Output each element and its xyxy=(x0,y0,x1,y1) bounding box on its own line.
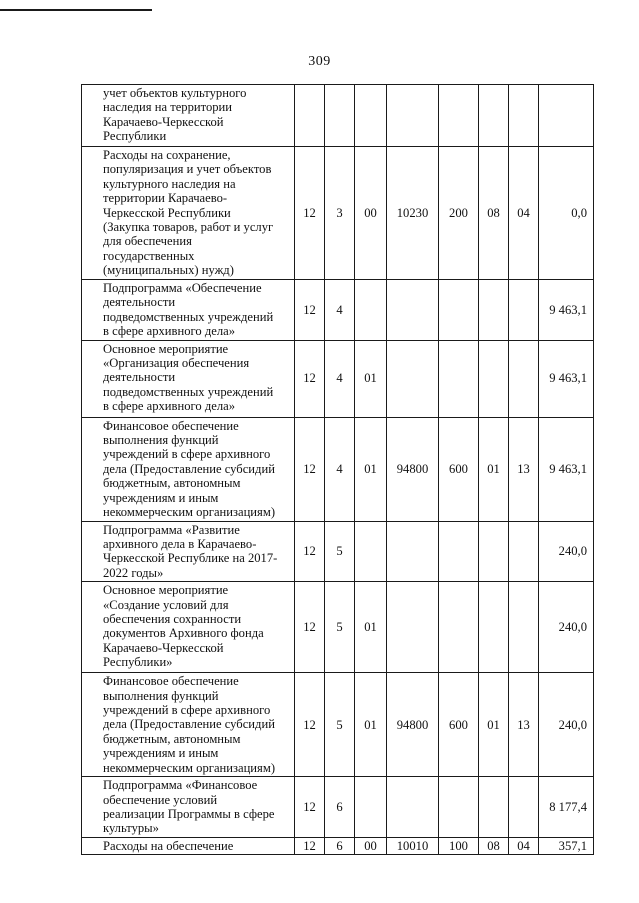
cell-subsection xyxy=(509,777,539,838)
cell-subsection xyxy=(509,280,539,341)
row-description: Основное мероприятие «Организация обеспечения деятельности подведомственных учреждений в сфере архивного дела» xyxy=(82,340,295,417)
budget-table xyxy=(81,84,594,855)
cell-measure xyxy=(355,521,387,582)
cell-program: 12 xyxy=(295,837,325,854)
cell-section: 08 xyxy=(479,147,509,280)
cell-amount: 240,0 xyxy=(539,582,594,673)
cell-amount: 240,0 xyxy=(539,673,594,777)
cell-expense-type xyxy=(439,280,479,341)
cell-subsection: 04 xyxy=(509,147,539,280)
cell-program: 12 xyxy=(295,521,325,582)
cell-amount: 9 463,1 xyxy=(539,340,594,417)
cell-expense-type xyxy=(439,777,479,838)
cell-subsection xyxy=(509,582,539,673)
cell-expense-type: 100 xyxy=(439,837,479,854)
cell-expense-type xyxy=(439,85,479,147)
cell-program: 12 xyxy=(295,582,325,673)
table-row xyxy=(82,777,594,838)
cell-amount: 9 463,1 xyxy=(539,280,594,341)
table-row xyxy=(82,582,594,673)
cell-program: 12 xyxy=(295,280,325,341)
cell-subprogram: 6 xyxy=(325,777,355,838)
cell-section: 01 xyxy=(479,673,509,777)
cell-subsection xyxy=(509,340,539,417)
cell-expense-code xyxy=(387,582,439,673)
cell-amount: 8 177,4 xyxy=(539,777,594,838)
cell-expense-code xyxy=(387,521,439,582)
cell-expense-code: 10230 xyxy=(387,147,439,280)
cell-expense-code: 94800 xyxy=(387,417,439,521)
row-description: Расходы на сохранение, популяризация и учет объектов культурного наследия на территории Карачаево- Черкесской Республики (Закупка товаров, работ и услуг для обеспечения государственных (муниципальных) нужд) xyxy=(82,147,295,280)
row-description: Расходы на обеспечение xyxy=(82,837,295,854)
row-description: Финансовое обеспечение выполнения функций учреждений в сфере архивного дела (Предоставление субсидий бюджетным, автономным учреждениям и иным некоммерческим организациям) xyxy=(82,417,295,521)
table-row xyxy=(82,417,594,521)
cell-amount: 357,1 xyxy=(539,837,594,854)
cell-expense-type: 600 xyxy=(439,417,479,521)
cell-section xyxy=(479,280,509,341)
cell-measure: 01 xyxy=(355,340,387,417)
cell-subprogram: 4 xyxy=(325,280,355,341)
cell-subprogram xyxy=(325,85,355,147)
cell-expense-type: 200 xyxy=(439,147,479,280)
row-description: Подпрограмма «Развитие архивного дела в Карачаево- Черкесской Республике на 2017- 2022 годы» xyxy=(82,521,295,582)
cell-subsection xyxy=(509,521,539,582)
cell-program: 12 xyxy=(295,417,325,521)
cell-measure xyxy=(355,777,387,838)
cell-program: 12 xyxy=(295,777,325,838)
cell-subprogram: 5 xyxy=(325,582,355,673)
cell-subsection: 13 xyxy=(509,673,539,777)
cell-expense-type xyxy=(439,582,479,673)
cell-expense-code: 10010 xyxy=(387,837,439,854)
cell-measure: 01 xyxy=(355,673,387,777)
cell-section xyxy=(479,582,509,673)
cell-expense-code xyxy=(387,777,439,838)
cell-measure xyxy=(355,280,387,341)
cell-subprogram: 4 xyxy=(325,417,355,521)
cell-section xyxy=(479,340,509,417)
cell-measure xyxy=(355,85,387,147)
cell-section: 08 xyxy=(479,837,509,854)
cell-subprogram: 3 xyxy=(325,147,355,280)
table-row xyxy=(82,837,594,854)
cell-program: 12 xyxy=(295,340,325,417)
cell-subsection: 04 xyxy=(509,837,539,854)
row-description: Финансовое обеспечение выполнения функций учреждений в сфере архивного дела (Предоставление субсидий бюджетным, автономным учреждениям и иным некоммерческим организациям) xyxy=(82,673,295,777)
cell-subprogram: 4 xyxy=(325,340,355,417)
cell-section xyxy=(479,521,509,582)
cell-subsection: 13 xyxy=(509,417,539,521)
cell-measure: 00 xyxy=(355,147,387,280)
cell-program xyxy=(295,85,325,147)
table-row xyxy=(82,673,594,777)
cell-program: 12 xyxy=(295,673,325,777)
cell-expense-type: 600 xyxy=(439,673,479,777)
table-row xyxy=(82,521,594,582)
cell-expense-code: 94800 xyxy=(387,673,439,777)
cell-measure: 01 xyxy=(355,417,387,521)
cell-section xyxy=(479,85,509,147)
header-rule xyxy=(0,9,152,11)
row-description: Основное мероприятие «Создание условий для обеспечения сохранности документов Архивного фонда Карачаево-Черкесской Республики» xyxy=(82,582,295,673)
table-row xyxy=(82,85,594,147)
cell-program: 12 xyxy=(295,147,325,280)
cell-expense-code xyxy=(387,85,439,147)
table-row xyxy=(82,147,594,280)
table-row xyxy=(82,280,594,341)
cell-amount xyxy=(539,85,594,147)
table-row xyxy=(82,340,594,417)
cell-section: 01 xyxy=(479,417,509,521)
cell-expense-code xyxy=(387,340,439,417)
cell-expense-type xyxy=(439,340,479,417)
row-description: учет объектов культурного наследия на территории Карачаево-Черкесской Республики xyxy=(82,85,295,147)
cell-subprogram: 5 xyxy=(325,521,355,582)
cell-subsection xyxy=(509,85,539,147)
row-description: Подпрограмма «Финансовое обеспечение условий реализации Программы в сфере культуры» xyxy=(82,777,295,838)
page-number: 309 xyxy=(308,54,331,69)
cell-expense-code xyxy=(387,280,439,341)
cell-section xyxy=(479,777,509,838)
cell-amount: 240,0 xyxy=(539,521,594,582)
row-description: Подпрограмма «Обеспечение деятельности подведомственных учреждений в сфере архивного дела» xyxy=(82,280,295,341)
cell-subprogram: 5 xyxy=(325,673,355,777)
cell-amount: 0,0 xyxy=(539,147,594,280)
cell-expense-type xyxy=(439,521,479,582)
cell-amount: 9 463,1 xyxy=(539,417,594,521)
cell-measure: 00 xyxy=(355,837,387,854)
cell-subprogram: 6 xyxy=(325,837,355,854)
cell-measure: 01 xyxy=(355,582,387,673)
